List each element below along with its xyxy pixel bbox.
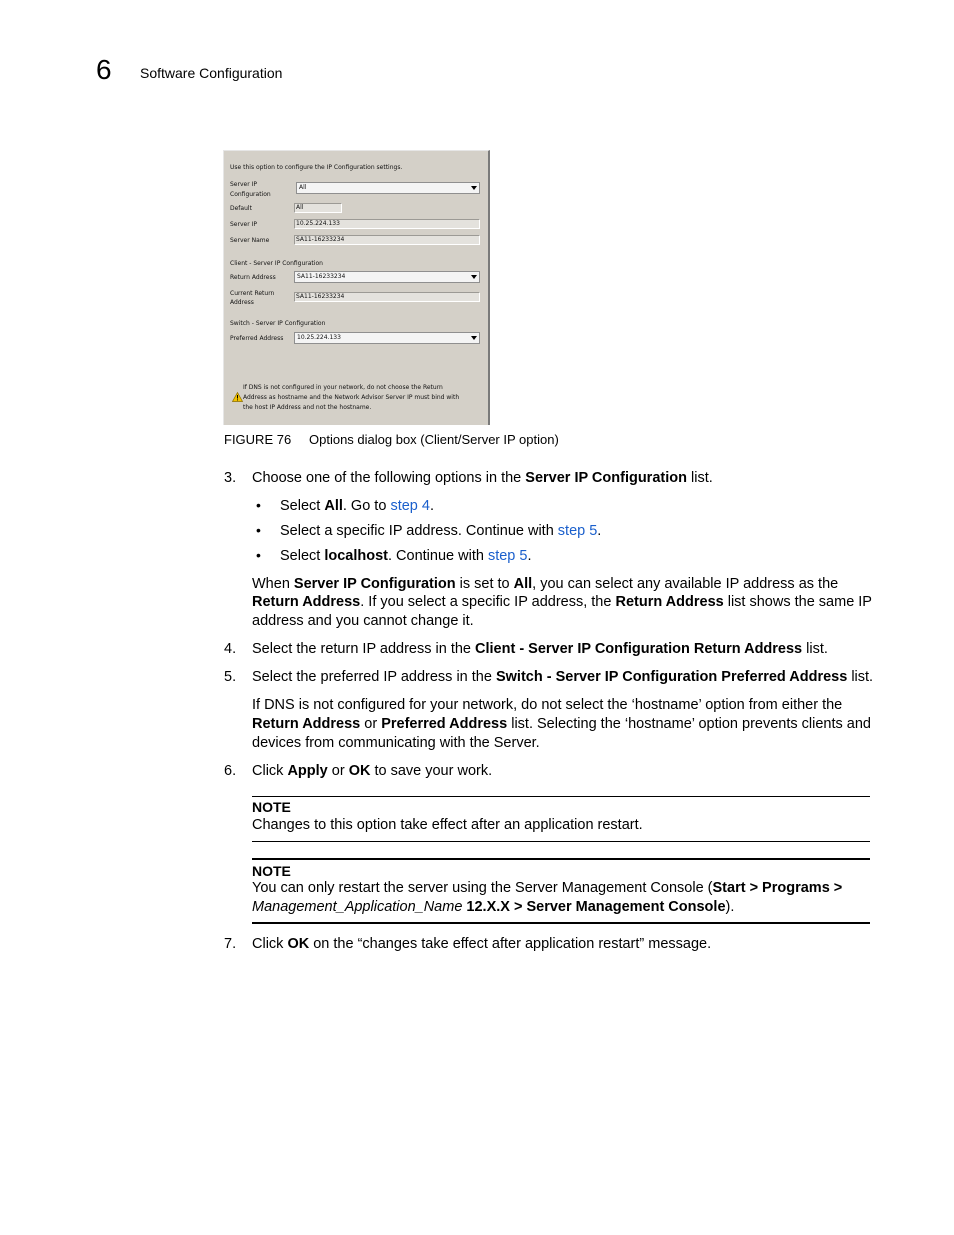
dns-warning-line3: the host IP Address and not the hostname. [243, 404, 372, 411]
figure-caption [224, 432, 559, 447]
server-ip-config-dropdown[interactable] [296, 182, 480, 194]
bullet-icon: • [256, 522, 261, 538]
figure-title: Options dialog box (Client/Server IP option) [309, 432, 559, 447]
step-number: 6. [224, 763, 237, 779]
step-6-text: Click Apply or OK to save your work. [252, 763, 493, 779]
note-heading: NOTE [252, 863, 291, 879]
paragraph-line: devices from communicating with the Server. [252, 735, 540, 751]
note-divider [252, 841, 870, 842]
note-heading: NOTE [252, 799, 291, 815]
note-divider [252, 858, 870, 860]
client-section-heading: Client - Server IP Configuration [230, 260, 323, 267]
step-5-link[interactable]: step 5 [487, 548, 528, 564]
switch-section-heading: Switch - Server IP Configuration [230, 320, 326, 327]
chapter-number: 6 [96, 54, 112, 85]
return-address-dropdown[interactable] [294, 271, 480, 283]
step-number: 3. [224, 470, 237, 486]
return-address-label: Return Address [230, 274, 276, 281]
note-text: Management_Application_Name 12.X.X > Server Management Console). [252, 899, 735, 915]
bullet-select-localhost: Select localhost. Continue with step 5. [280, 548, 532, 564]
note-divider [252, 796, 870, 797]
server-ip-config-label-line1: Server IP [230, 181, 257, 188]
return-address-value: SA11-16233234 [297, 273, 346, 280]
step-number: 4. [224, 641, 237, 657]
current-return-label-line1: Current Return [230, 290, 275, 297]
paragraph-line: address and you cannot change it. [252, 613, 474, 629]
bullet-select-specific-ip: Select a specific IP address. Continue with step 5. [280, 523, 602, 539]
bullet-icon: • [256, 497, 261, 513]
server-name-field: SA11-16233234 [294, 235, 480, 245]
bullet-icon: • [256, 547, 261, 563]
paragraph-line: Return Address. If you select a specific IP address, the Return Address list shows the same IP [252, 594, 872, 610]
step-4-text: Select the return IP address in the Client - Server IP Configuration Return Address list. [252, 641, 828, 657]
step-5-link[interactable]: step 5 [557, 523, 598, 539]
current-return-address-field: SA11-16233234 [294, 292, 480, 302]
note-text: You can only restart the server using the Server Management Console (Start > Programs > [252, 880, 843, 896]
chevron-down-icon[interactable] [469, 334, 478, 342]
step-7-text: Click OK on the “changes take effect after application restart” message. [252, 936, 712, 952]
chapter-title: Software Configuration [140, 65, 283, 81]
step-4-link[interactable]: step 4 [390, 498, 430, 514]
server-ip-label: Server IP [230, 221, 257, 228]
paragraph-line: When Server IP Configuration is set to All, you can select any available IP address as the [252, 576, 839, 592]
preferred-address-label: Preferred Address [230, 335, 284, 342]
server-ip-config-label-line2: Configuration [230, 191, 271, 198]
dns-warning-line1: If DNS is not configured in your network, do not choose the Return [243, 384, 443, 391]
step-number: 5. [224, 669, 237, 685]
bullet-select-all: Select All. Go to step 4. [280, 498, 434, 514]
note-divider [252, 922, 870, 924]
note-text: Changes to this option take effect after an application restart. [252, 817, 643, 833]
default-label: Default [230, 205, 252, 212]
preferred-address-dropdown[interactable] [294, 332, 480, 344]
current-return-label-line2: Address [230, 299, 254, 306]
chevron-down-icon[interactable] [469, 273, 478, 281]
warning-icon [232, 392, 243, 402]
dns-warning-line2: Address as hostname and the Network Advisor Server IP must bind with [243, 394, 460, 401]
server-name-label: Server Name [230, 237, 270, 244]
preferred-address-value: 10.25.224.133 [297, 334, 341, 341]
dialog-intro-text: Use this option to configure the IP Configuration settings. [230, 164, 403, 171]
step-5-text: Select the preferred IP address in the Switch - Server IP Configuration Preferred Address list. [252, 669, 874, 685]
server-ip-config-value: All [299, 184, 307, 191]
paragraph-line: If DNS is not configured for your network, do not select the ‘hostname’ option from either the [252, 697, 843, 713]
options-dialog-figure [223, 150, 490, 425]
server-ip-field: 10.25.224.133 [294, 219, 480, 229]
step-3-text: Choose one of the following options in the Server IP Configuration list. [252, 470, 713, 486]
paragraph-line: Return Address or Preferred Address list. Selecting the ‘hostname’ option prevents clients and [252, 716, 871, 732]
default-field: All [294, 203, 342, 213]
step-number: 7. [224, 936, 237, 952]
chevron-down-icon[interactable] [469, 184, 478, 192]
figure-number: FIGURE 76 [224, 432, 292, 447]
